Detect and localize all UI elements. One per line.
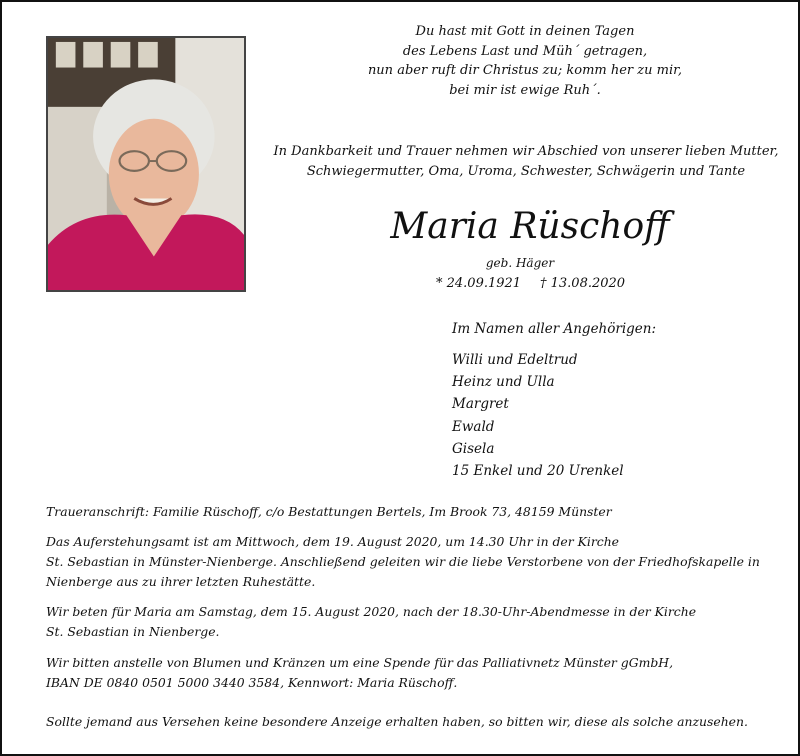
mourners-list: [452, 349, 624, 482]
maiden-name: geb. Häger: [485, 256, 555, 270]
verse-line: nun aber ruft dir Christus zu; komm her zu mir,: [367, 63, 683, 78]
mourner-name: Ewald: [452, 418, 495, 435]
mourner-name: Gisela: [452, 440, 495, 457]
donation-line: IBAN DE 0840 0501 5000 3440 3584, Kennwort: Maria Rüschoff.: [46, 675, 458, 690]
death-date: † 13.08.2020: [540, 276, 626, 291]
service-line: St. Sebastian in Münster-Nienberge. Anschließend geleiten wir die liebe Verstorbene von der Friedhofskapelle in: [46, 554, 760, 569]
intro-line: Schwiegermutter, Oma, Uroma, Schwester, Schwägerin und Tante: [306, 164, 746, 179]
mourner-name: Willi und Edeltrud: [452, 352, 578, 368]
mourning-address: [46, 502, 786, 522]
donation-info: [46, 653, 786, 693]
birth-date: * 24.09.1921: [436, 276, 522, 291]
mourner-name: Heinz und Ulla: [452, 374, 555, 391]
farewell-intro: [256, 142, 796, 182]
portrait-photo: [46, 36, 246, 292]
prayer-info: [46, 602, 786, 642]
prayer-line: St. Sebastian in Nienberge.: [46, 624, 220, 639]
memorial-verse: [300, 22, 750, 100]
service-line: Das Auferstehungsamt ist am Mittwoch, dem 19. August 2020, um 14.30 Uhr in der Kirche: [46, 534, 620, 549]
prayer-line: Wir beten für Maria am Samstag, dem 15. August 2020, nach der 18.30-Uhr-Abendmesse in der Kirche: [46, 604, 697, 619]
verse-line: Du hast mit Gott in deinen Tagen: [415, 24, 635, 39]
verse-line: des Lebens Last und Müh´ getragen,: [402, 43, 648, 59]
mourners-heading: Im Namen aller Angehörigen:: [452, 321, 657, 337]
portrait-illustration: [48, 38, 244, 290]
donation-line: Wir bitten anstelle von Blumen und Kränzen um eine Spende für das Palliativnetz Münster gGmbH,: [46, 655, 674, 670]
deceased-name: Maria Rüschoff: [390, 206, 670, 247]
closing-line: Sollte jemand aus Versehen keine besondere Anzeige erhalten haben, so bitten wir, diese als solche anzusehen.: [46, 714, 748, 729]
address-line: Traueranschrift: Familie Rüschoff, c/o Bestattungen Bertels, Im Brook 73, 48159 Münster: [46, 504, 612, 519]
mourner-name: Margret: [452, 396, 509, 413]
service-line: Nienberge aus zu ihrer letzten Ruhestätte.: [46, 574, 316, 589]
closing-note: [46, 712, 786, 732]
intro-line: In Dankbarkeit und Trauer nehmen wir Abschied von unserer lieben Mutter,: [273, 144, 779, 159]
funeral-service-info: [46, 532, 786, 592]
mourner-name: 15 Enkel und 20 Urenkel: [452, 463, 624, 480]
verse-line: bei mir ist ewige Ruh´.: [449, 82, 601, 98]
